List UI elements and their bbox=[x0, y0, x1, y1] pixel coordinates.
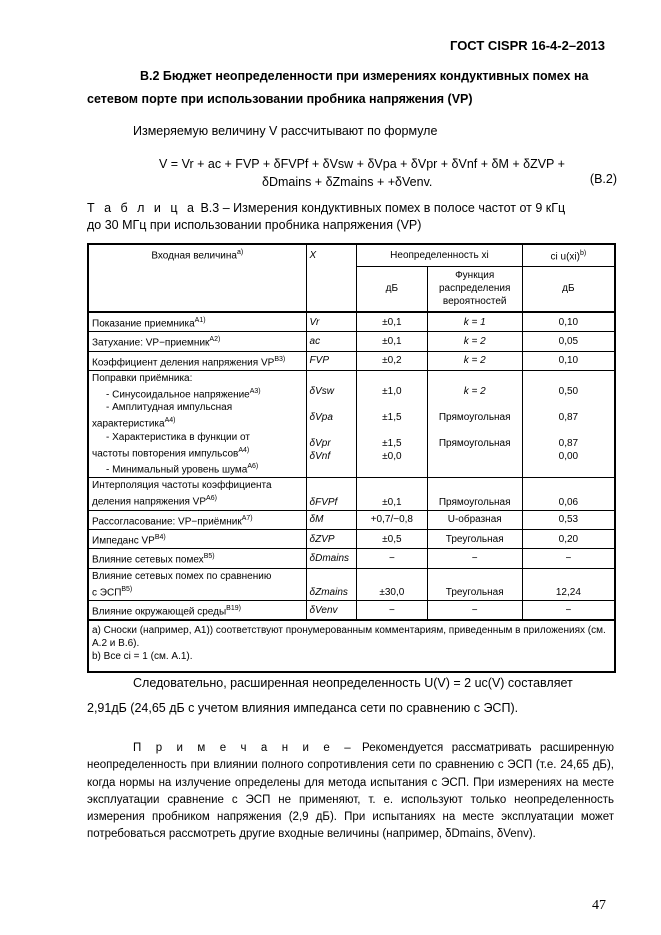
formula-line2: δDmains + δZmains + +δVenv. bbox=[262, 175, 433, 189]
section-title-line1: B.2 Бюджет неопределенности при измерениях кондуктивных помех на bbox=[140, 69, 589, 83]
header-x: X bbox=[306, 244, 357, 312]
table-caption-line2: до 30 МГц при использовании пробника напряжения (VP) bbox=[87, 218, 422, 232]
header-ci: ci u(xi)$^{b)}$ bbox=[522, 244, 615, 266]
table-row: Влияние окружающей среды$^{B19)}$ δVenv − − − bbox=[88, 600, 615, 620]
uncertainty-table bbox=[87, 243, 616, 673]
header-db2: дБ bbox=[522, 266, 615, 312]
table-caption-prefix: Т а б л и ц а bbox=[87, 201, 197, 215]
note bbox=[87, 740, 614, 844]
table-caption-line1: B.3 – Измерения кондуктивных помех в полосе частот от 9 кГц bbox=[200, 201, 566, 215]
measure-text: Измеряемую величину V рассчитывают по формуле bbox=[133, 124, 438, 138]
note-text: Рекомендуется рассматривать расширенную неопределенность при влиянии полного сопротивления сети по сравнению с ЭСП (т.е. 24,65 дБ), когда нормы на излучение определены для метода испытания с ЭСП. При измерениях на месте эксплуатации сравнение с ЭСП не применяют, т. е. используют только неопределенность измерения пробником напряжения (2,9 дБ). При испытаниях на месте эксплуатации может потребоваться рассмотреть другие входные величины (например, δDmains, δVenv). bbox=[87, 742, 614, 841]
equation-number: (B.2) bbox=[589, 172, 617, 186]
result-line1: Следовательно, расширенная неопределенность U(V) = 2 uc(V) составляет bbox=[133, 676, 573, 690]
table-row: Импеданс $VP^{B4)}$ δZVP ±0,5 Треугольная 0,20 bbox=[88, 529, 615, 548]
table-caption bbox=[87, 200, 617, 234]
document-header: ГОСТ CISPR 16-4-2–2013 bbox=[450, 38, 605, 53]
formula-line1: V = Vr + ac + FVP + δFVPf + δVsw + δVpa + δVpr + δVnf + δM + δZVP + bbox=[159, 157, 565, 171]
header-db: дБ bbox=[357, 266, 428, 312]
footnote-a: a) Сноски (например, A1)) соответствуют пронумерованным комментариям, приведенным в приложениях (см. A.2 и B.6). bbox=[92, 625, 606, 650]
result-line2: 2,91дБ (24,65 дБ с учетом влияния импеданса сети по сравнению с ЭСП). bbox=[87, 701, 519, 715]
table-row: Интерполяция частоты коэффициента деления напряжения $VP^{A6)}$ δFVPf ±0,1 Прямоугольная 0,06 bbox=[88, 478, 615, 510]
header-uncertainty: Неопределенность xi bbox=[357, 244, 523, 266]
table-row: Рассогласование: VP−приёмник$^{A7)}$ δM +0,7/−0,8 U-образная 0,53 bbox=[88, 510, 615, 529]
table-row-receiver-corrections: Поправки приёмника: - Синусоидальное напряжение$^{A3)}$ - Амплитудная импульсная характеристика$^{A4)}$ - Характеристика в функции от частоты повторения импульсов$^{A4)}$ - Минимальный уровень шума$^{A6)}$ δVsw δVpa δVpr δVnf ±1,0 ±1,5 ±1,5 ±0,0 k = 2 Прямоугольная Прямоугольная 0,50 0,87 0,87 0,00 bbox=[88, 370, 615, 477]
formula bbox=[159, 155, 619, 191]
table-row: Показание приемника$^{A1)}$ Vr ±0,1 k = 1 0,10 bbox=[88, 312, 615, 332]
section-title bbox=[87, 65, 610, 111]
note-label: П р и м е ч а н и е – bbox=[133, 742, 354, 754]
section-title-line2: сетевом порте при использовании пробника напряжения (VP) bbox=[87, 92, 473, 106]
table-row: Влияние сетевых помех по сравнению с $ЭСП^{B5)}$ δZmains ±30,0 Треугольная 12,24 bbox=[88, 568, 615, 600]
page-number: 47 bbox=[592, 898, 606, 913]
table-row: Коэффициент деления напряжения $VP^{B3)}$ FVP ±0,2 k = 2 0,10 bbox=[88, 351, 615, 370]
header-input: Входная величина$^{a)}$ bbox=[88, 244, 306, 312]
footnote-b: b) Все ci = 1 (см. A.1). bbox=[92, 651, 193, 663]
header-distribution: Функция распределения вероятностей bbox=[427, 266, 522, 312]
table-row: Влияние сетевых помех$^{B5)}$ δDmains − − − bbox=[88, 549, 615, 568]
table-footnotes bbox=[88, 620, 615, 672]
table-row: Затухание: VP−приемник$^{A2)}$ ac ±0,1 k = 2 0,05 bbox=[88, 332, 615, 351]
